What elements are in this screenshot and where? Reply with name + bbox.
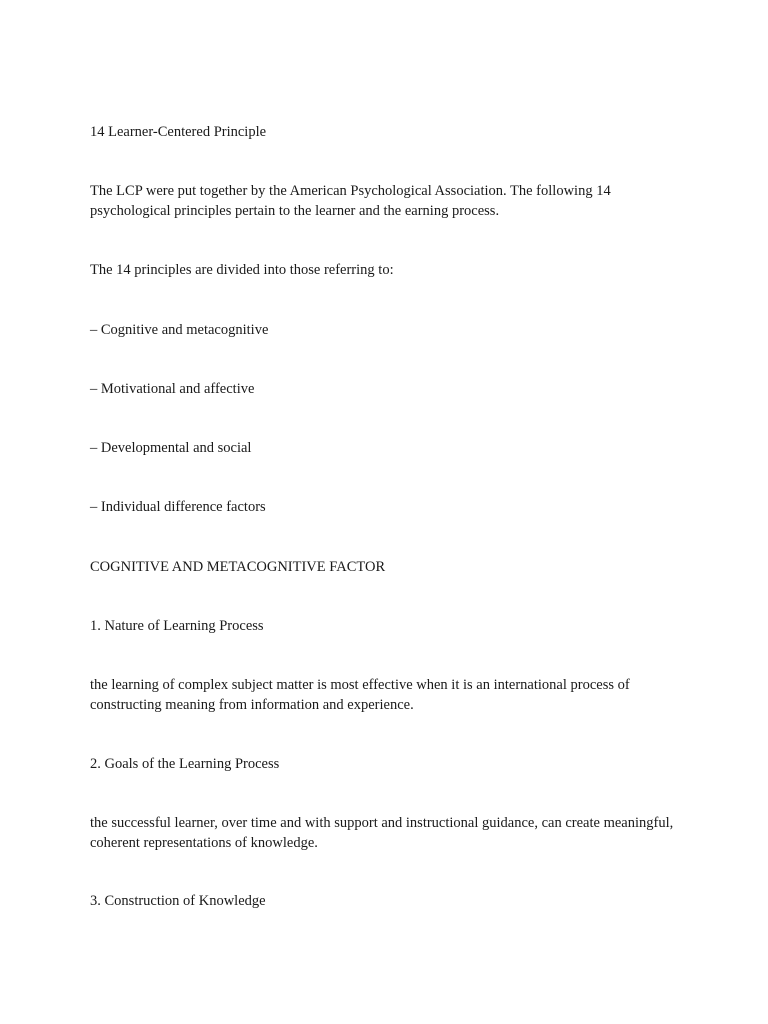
category-item: – Individual difference factors [90,499,266,515]
document-title: 14 Learner-Centered Principle [90,124,267,140]
category-item: – Motivational and affective [90,381,255,397]
principle-text: the successful learner, over time and with support and instructional guidance, can create meaningful, coherent representations of knowledge. [90,815,674,851]
category-item: – Developmental and social [90,440,252,456]
principle-heading: 3. Construction of Knowledge [90,893,266,909]
divided-into-paragraph: The 14 principles are divided into those referring to: [90,262,394,278]
section-heading: COGNITIVE AND METACOGNITIVE FACTOR [90,559,386,575]
intro-paragraph: The LCP were put together by the American Psychological Association. The following 14 psychological principles pertain to the learner and the earning process. [90,183,611,219]
principle-text: the learning of complex subject matter is most effective when it is an international process of constructing meaning from information and experience. [90,677,630,713]
principle-heading: 1. Nature of Learning Process [90,618,264,634]
principle-heading: 2. Goals of the Learning Process [90,756,280,772]
category-item: – Cognitive and metacognitive [90,322,269,338]
